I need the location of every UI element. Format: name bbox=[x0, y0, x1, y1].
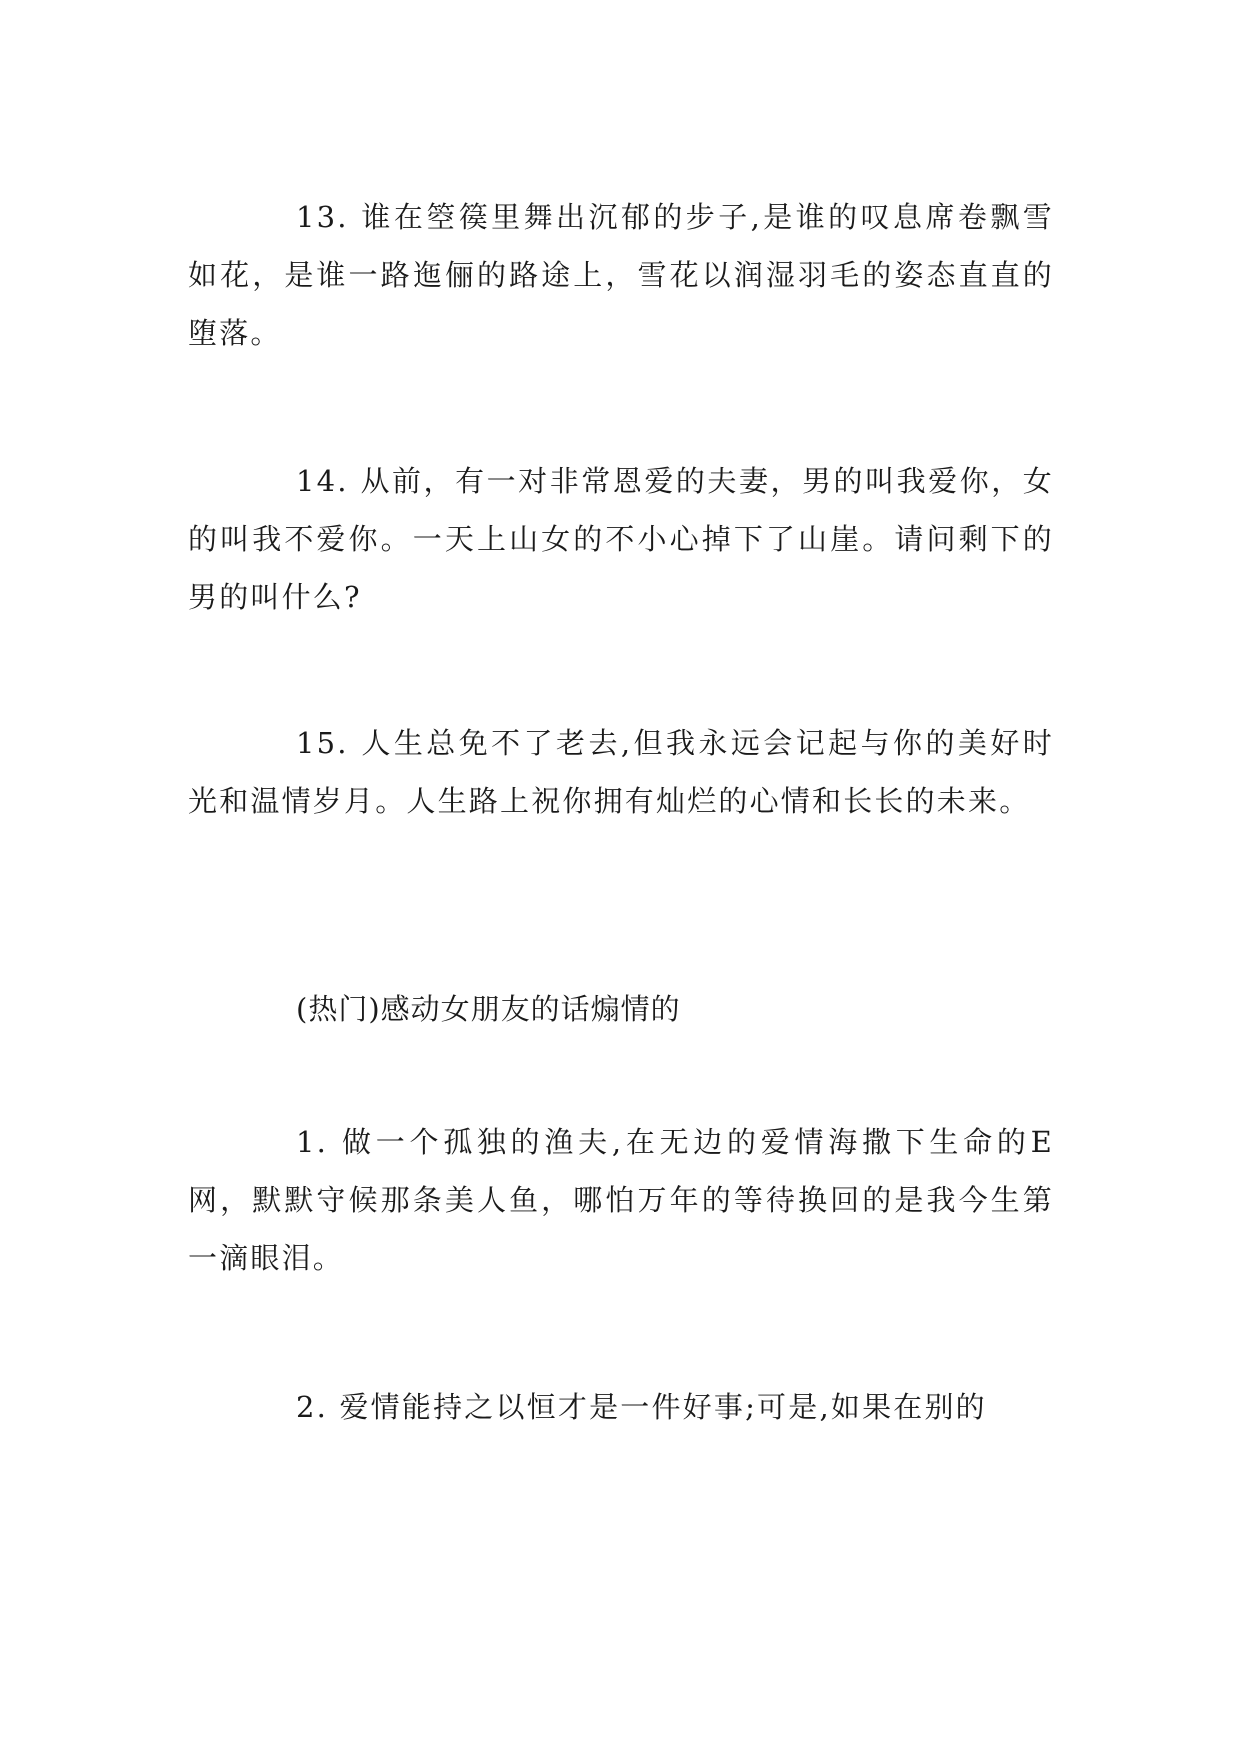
paragraph-13: 13. 谁在箜篌里舞出沉郁的步子,是谁的叹息席卷飘雪如花，是谁一路迤俪的路途上，雪花以润湿羽毛的姿态直直的堕落。 bbox=[188, 200, 1054, 350]
section-heading: (热门)感动女朋友的话煽情的 bbox=[296, 992, 681, 1026]
paragraph-1: 1. 做一个孤独的渔夫,在无边的爱情海撒下生命的E网，默默守候那条美人鱼，哪怕万年的等待换回的是我今生第一滴眼泪。 bbox=[188, 1125, 1054, 1275]
paragraph-14: 14. 从前，有一对非常恩爱的夫妻，男的叫我爱你，女的叫我不爱你。一天上山女的不小心掉下了山崖。请问剩下的男的叫什么? bbox=[188, 464, 1054, 614]
paragraph-15: 15. 人生总免不了老去,但我永远会记起与你的美好时光和温情岁月。人生路上祝你拥有灿烂的心情和长长的未来。 bbox=[188, 726, 1054, 818]
paragraph-2: 2. 爱情能持之以恒才是一件好事;可是,如果在别的 bbox=[296, 1390, 987, 1424]
